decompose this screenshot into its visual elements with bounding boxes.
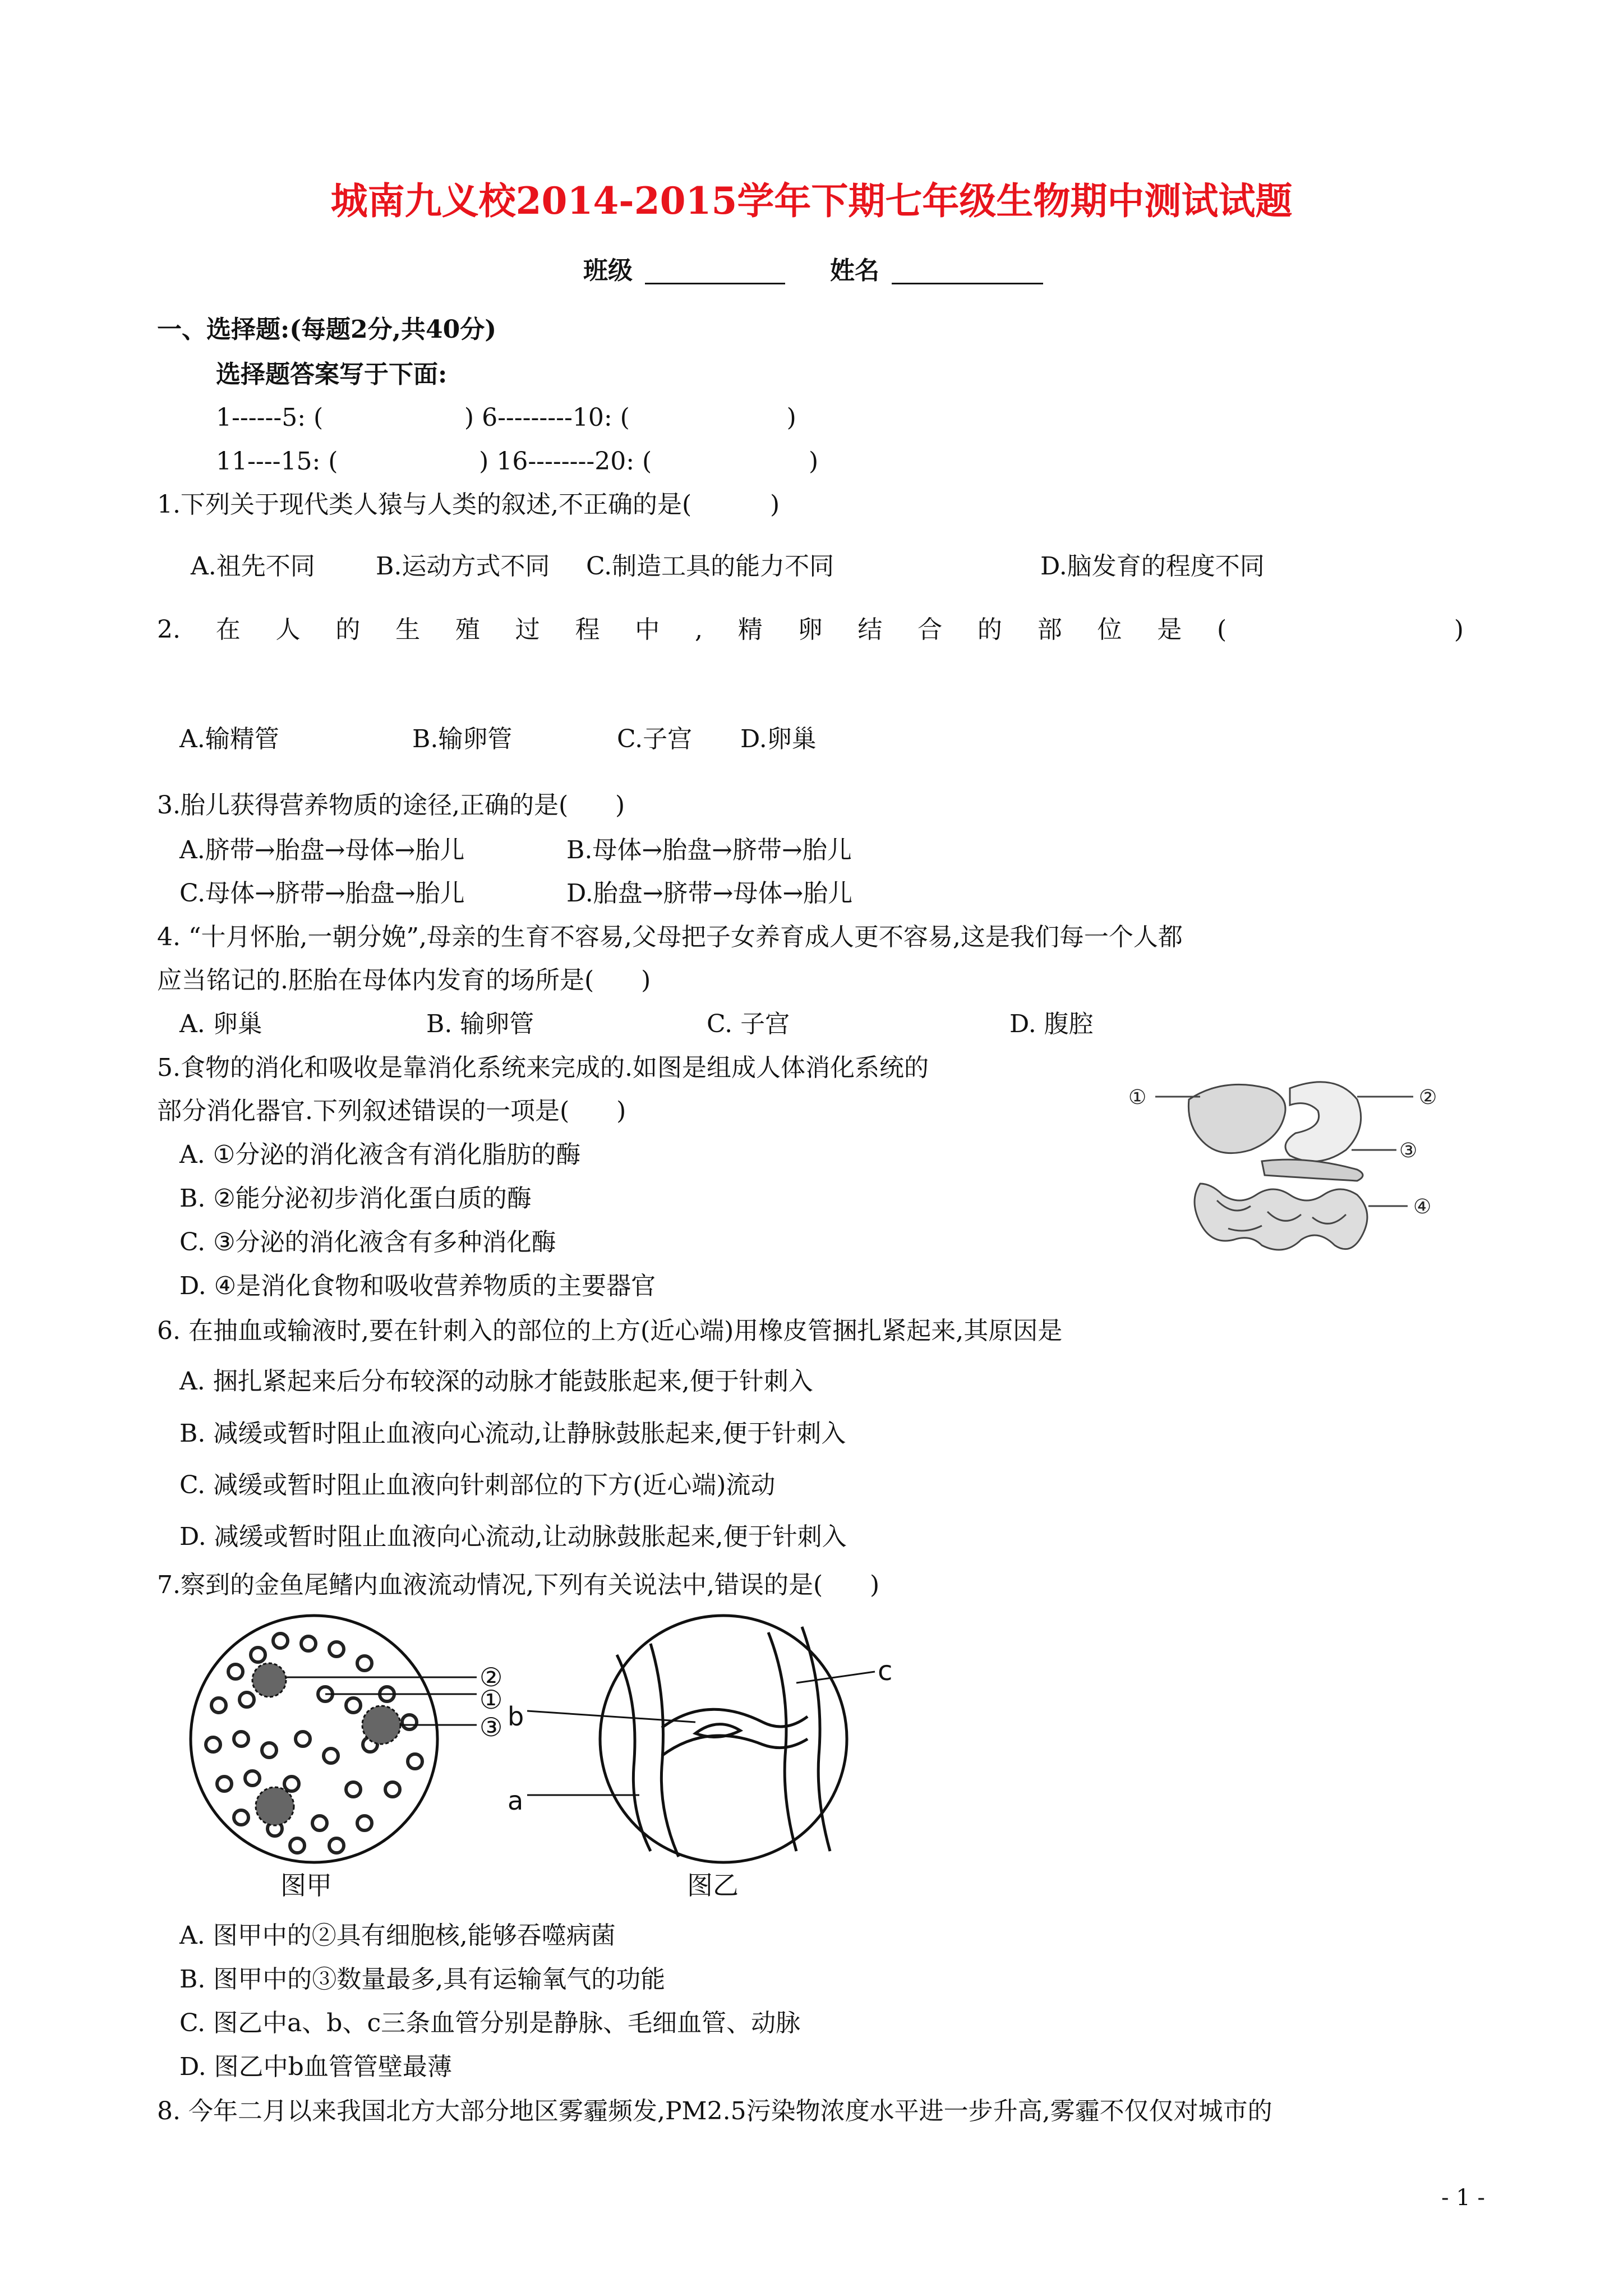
name-label: 姓名: [830, 256, 879, 285]
page-title: 城南九义校2014-2015学年下期七年级生物期中测试试题: [330, 179, 1293, 223]
q8-stem-line1: 8. 今年二月以来我国北方大部分地区雾霾频发,PM2.5污染物浓度水平进一步升高,雾霾不仅仅对城市的: [157, 2097, 1272, 2125]
q4-option-d[interactable]: D. 腹腔: [1009, 1010, 1094, 1038]
q4-option-b[interactable]: B. 输卵管: [426, 1010, 534, 1038]
answer-row-2[interactable]: 11----15: ( ) 16--------20: ( ): [216, 447, 819, 476]
q2-stem: [157, 614, 1464, 646]
q2-char: 部: [1037, 615, 1062, 644]
q4-option-c[interactable]: C. 子宫: [707, 1010, 790, 1038]
q2-char: ,: [695, 615, 703, 644]
q2-option-b[interactable]: B.输卵管: [412, 725, 513, 753]
q3-stem: 3.胎儿获得营养物质的途径,正确的是( ): [157, 791, 625, 820]
q2-char: 精: [737, 615, 763, 644]
q6-option-d[interactable]: D. 减缓或暂时阻止血液向心流动,让动脉鼓胀起来,便于针刺入: [179, 1522, 847, 1551]
q5-stem-line1: 5.食物的消化和吸收是靠消化系统来完成的.如图是组成人体消化系统的: [157, 1053, 929, 1082]
fig5-label-2: ②: [1419, 1086, 1437, 1109]
fig5-label-1: ①: [1128, 1086, 1147, 1109]
q1-option-d[interactable]: D.脑发育的程度不同: [1040, 552, 1265, 581]
q7-option-b[interactable]: B. 图甲中的③数量最多,具有运输氧气的功能: [179, 1965, 666, 1994]
answer-note: 选择题答案写于下面:: [216, 360, 448, 389]
q6-option-a[interactable]: A. 捆扎紧起来后分布较深的动脉才能鼓胀起来,便于针刺入: [179, 1367, 813, 1396]
fig5-label-4: ④: [1413, 1195, 1432, 1218]
q4-option-a[interactable]: A. 卵巢: [179, 1010, 262, 1038]
q2-char: 的: [335, 615, 361, 644]
q7-option-c[interactable]: C. 图乙中a、b、c三条血管分别是静脉、毛细血管、动脉: [179, 2009, 801, 2037]
q2-option-a[interactable]: A.输精管: [179, 725, 279, 753]
q5-option-c[interactable]: C. ③分泌的消化液含有多种消化酶: [179, 1228, 556, 1257]
q5-option-a[interactable]: A. ①分泌的消化液含有消化脂肪的酶: [179, 1140, 581, 1169]
q2-char: 中: [635, 615, 660, 644]
answer-row-1[interactable]: 1------5: ( ) 6---------10: ( ): [216, 403, 796, 432]
fig-a-caption: 图甲: [280, 1870, 332, 1901]
q2-char: 殖: [455, 615, 480, 644]
q2-char: (: [1217, 615, 1227, 644]
q4-stem-line1: 4. “十月怀胎,一朝分娩”,母亲的生育不容易,父母把子女养育成人更不容易,这是我们每一个人都: [157, 923, 1183, 951]
q7-stem: 7.察到的金鱼尾鳍内血液流动情况,下列有关说法中,错误的是( ): [157, 1571, 880, 1599]
q2-char: 过: [515, 615, 540, 644]
q2-char: 程: [575, 615, 600, 644]
q5-option-b[interactable]: B. ②能分泌初步消化蛋白质的酶: [179, 1184, 532, 1213]
q2-char: 的: [977, 615, 1002, 644]
q2-option-c[interactable]: C.子宫: [617, 725, 693, 753]
q2-char: 人: [275, 615, 301, 644]
q1-option-c[interactable]: C.制造工具的能力不同: [586, 552, 834, 581]
q3-option-b[interactable]: B.母体→胎盘→脐带→胎儿: [566, 836, 852, 864]
q2-option-d[interactable]: D.卵巢: [740, 725, 817, 753]
fig-a-mark-2: ②: [479, 1662, 503, 1692]
q2-char: 合: [917, 615, 943, 644]
q7-option-d[interactable]: D. 图乙中b血管管壁最薄: [179, 2053, 452, 2081]
q2-char: 生: [395, 615, 421, 644]
q2-char: 是: [1157, 615, 1182, 644]
digestive-organs-drawing: [1122, 1066, 1469, 1268]
section-heading: 一、选择题:(每题2分,共40分): [157, 315, 497, 344]
q1-stem: 1.下列关于现代类人猿与人类的叙述,不正确的是( ): [157, 490, 780, 519]
q3-option-d[interactable]: D.胎盘→脐带→母体→胎儿: [566, 879, 853, 908]
q4-stem-line2: 应当铭记的.胚胎在母体内发育的场所是( ): [157, 966, 651, 995]
fig-b-mark-a: a: [508, 1786, 524, 1816]
fig-a-mark-1: ①: [479, 1685, 503, 1715]
q5-stem-line2: 部分消化器官.下列叙述错误的一项是( ): [157, 1097, 626, 1125]
fig-b-caption: 图乙: [687, 1870, 739, 1901]
q2-char: 2.: [157, 615, 181, 644]
class-label: 班级: [583, 256, 633, 285]
fig5-label-3: ③: [1399, 1139, 1418, 1162]
q3-option-a[interactable]: A.脐带→胎盘→母体→胎儿: [179, 836, 465, 864]
fig-b-mark-b: b: [508, 1701, 524, 1732]
name-blank[interactable]: [892, 258, 1043, 284]
q2-char: 卵: [797, 615, 823, 644]
blood-smear-figure: [185, 1610, 533, 1924]
q3-option-c[interactable]: C.母体→脐带→胎盘→胎儿: [179, 879, 465, 908]
q6-option-c[interactable]: C. 减缓或暂时阻止血液向针刺部位的下方(近心端)流动: [179, 1471, 776, 1499]
class-blank[interactable]: [645, 258, 785, 284]
q7-option-a[interactable]: A. 图甲中的②具有细胞核,能够吞噬病菌: [179, 1921, 616, 1950]
q2-char: ): [1454, 615, 1464, 644]
fig-b-mark-c: c: [878, 1655, 893, 1687]
digestive-system-figure: [1122, 1066, 1469, 1268]
q1-option-b[interactable]: B.运动方式不同: [376, 552, 550, 581]
q5-option-d[interactable]: D. ④是消化食物和吸收营养物质的主要器官: [179, 1272, 656, 1300]
fig-a-mark-3: ③: [479, 1712, 503, 1742]
q6-stem: 6. 在抽血或输液时,要在针刺入的部位的上方(近心端)用橡皮管捆扎紧起来,其原因是: [157, 1317, 1063, 1345]
q1-option-a[interactable]: A.祖先不同: [191, 552, 315, 581]
q6-option-b[interactable]: B. 减缓或暂时阻止血液向心流动,让静脉鼓胀起来,便于针刺入: [179, 1419, 846, 1448]
q2-char: 位: [1097, 615, 1122, 644]
tail-fin-vessels-figure: [527, 1610, 920, 1868]
q2-char: 在: [215, 615, 241, 644]
q2-char: 结: [857, 615, 883, 644]
page-number: - 1 -: [1441, 2185, 1485, 2211]
